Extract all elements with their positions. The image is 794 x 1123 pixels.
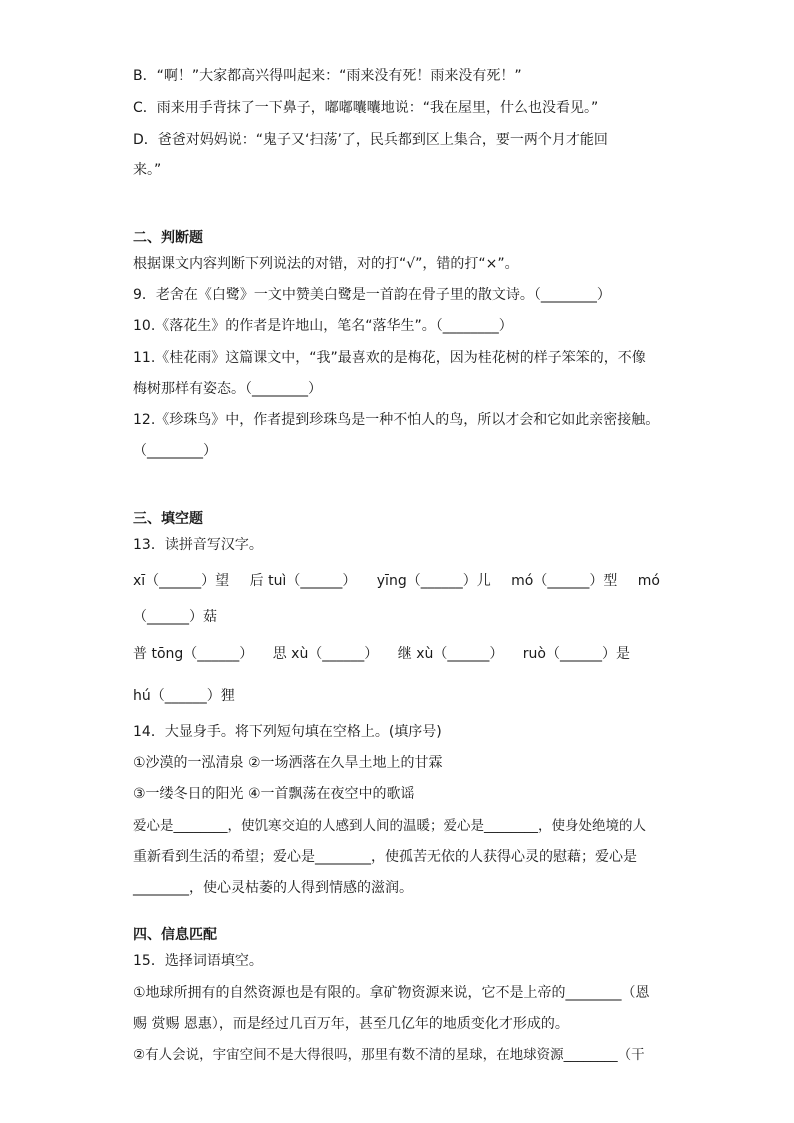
pinyin-item: 普 tōng（______）: [133, 646, 254, 662]
section2-instruction: 根据课文内容判断下列说法的对错，对的打“√”，错的打“×”。: [133, 256, 519, 272]
pinyin-item: xī（______）望: [133, 573, 230, 589]
question-14-options-1: ①沙漠的一泓清泉 ②一场洒落在久旱土地上的甘霖: [133, 755, 443, 771]
question-14-text-1: 爱心是________，使饥寒交迫的人感到人间的温暖；爱心是________，使身处绝境的人: [133, 818, 646, 834]
pinyin-item: mó: [637, 573, 660, 589]
question-14-text-2: 重新看到生活的希望；爱心是________，使孤苦无依的人获得心灵的慰藉；爱心是: [133, 849, 637, 865]
pinyin-item: 思 xù（______）: [272, 646, 379, 662]
question-14-text-3: ________，使心灵枯萎的人得到情感的滋润。: [133, 880, 413, 896]
pinyin-row-3: hú（______）狸: [133, 688, 235, 704]
pinyin-row-1b: （______）菇: [133, 609, 217, 625]
question-9: 9．老舍在《白鹭》一文中赞美白鹭是一首韵在骨子里的散文诗。（________）: [133, 287, 611, 303]
q8-option-c: C．雨来用手背抹了一下鼻子，嘟嘟囔囔地说：“我在屋里，什么也没看见。”: [133, 100, 599, 116]
question-12-line2: （________）: [133, 443, 217, 459]
question-14-options-2: ③一缕冬日的阳光 ④一首飘荡在夜空中的歌谣: [133, 786, 415, 802]
pinyin-row-2: [133, 644, 630, 664]
q8-option-d-line2: 来。”: [133, 162, 162, 178]
pinyin-row-1: [133, 571, 660, 591]
q8-option-d-line1: D．爸爸对妈妈说：“鬼子又‘扫荡’了，民兵都到区上集合，要一两个月才能回: [133, 132, 608, 148]
question-12-line1: 12.《珍珠鸟》中，作者提到珍珠鸟是一种不怕人的鸟，所以才会和它如此亲密接触。: [133, 412, 660, 428]
question-11-line2: 梅树那样有姿态。（________）: [133, 381, 322, 397]
pinyin-item: 继 xù（______）: [397, 646, 504, 662]
question-10: 10.《落花生》的作者是许地山，笔名“落华生”。（________）: [133, 318, 513, 334]
q8-option-b: B．“啊！”大家都高兴得叫起来：“雨来没有死！雨来没有死！”: [133, 68, 522, 84]
question-15-prompt: 15．选择词语填空。: [133, 953, 263, 969]
question-15-1-line2: 赐 赏赐 恩惠），而是经过几百万年，甚至几亿年的地质变化才形成的。: [133, 1016, 569, 1032]
question-15-2-line1: ②有人会说，宇宙空间不是大得很吗，那里有数不清的星球，在地球资源________（干: [133, 1047, 645, 1063]
pinyin-item: yīng（______）儿: [376, 573, 491, 589]
question-11-line1: 11.《桂花雨》这篇课文中，“我”最喜欢的是梅花，因为桂花树的样子笨笨的，不像: [133, 350, 646, 366]
section3-title: 三、填空题: [133, 511, 203, 527]
question-14-prompt: 14．大显身手。将下列短句填在空格上。(填序号): [133, 724, 442, 740]
pinyin-item: ruò（______）是: [522, 646, 630, 662]
question-13-prompt: 13．读拼音写汉字。: [133, 537, 263, 553]
section4-title: 四、信息匹配: [133, 927, 217, 943]
pinyin-item: mó（______）型: [511, 573, 618, 589]
section2-title: 二、判断题: [133, 230, 203, 246]
question-15-1-line1: ①地球所拥有的自然资源也是有限的。拿矿物资源来说，它不是上帝的________（恩: [133, 985, 650, 1001]
pinyin-item: 后 tuì（______）: [249, 573, 357, 589]
